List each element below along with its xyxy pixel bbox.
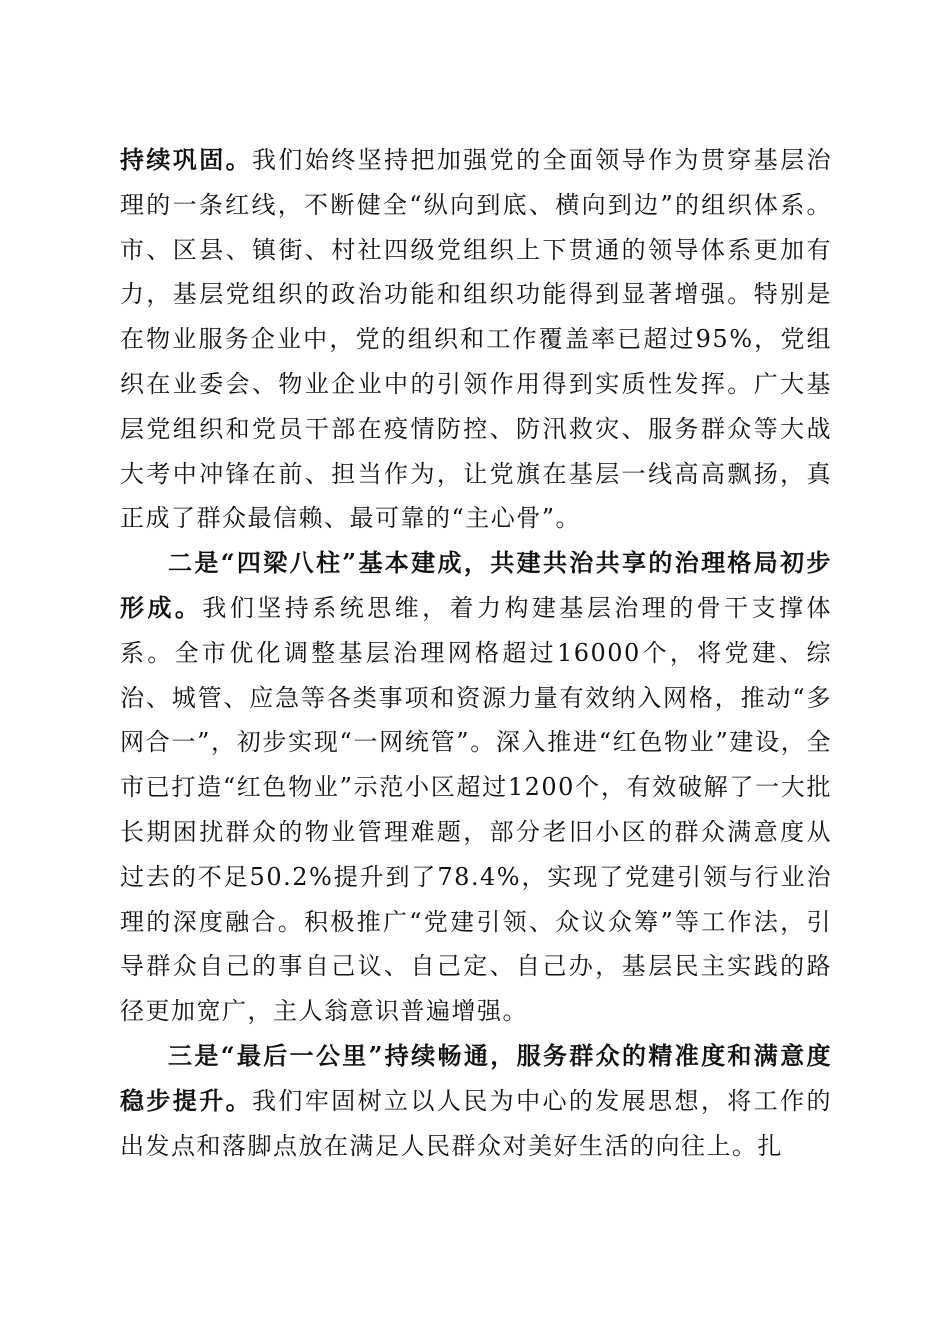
document-body: [120, 138, 832, 1168]
paragraph-2-body: 我们坚持系统思维，着力构建基层治理的骨干支撑体系。全市优化调整基层治理网格超过16000个，将党建、综治、城管、应急等各类事项和资源力量有效纳入网格，推动“多网合一”，初步实现“一网统管”。深入推进“红色物业”建设，全市已打造“红色物业”示范小区超过1200个，有效破解了一大批长期困扰群众的物业管理难题，部分老旧小区的群众满意度从过去的不足50.2%提升到了78.4%，实现了党建引领与行业治理的深度融合。积极推广“党建引领、众议众筹”等工作法，引导群众自己的事自己议、自己定、自己办，基层民主实践的路径更加宽广，主人翁意识普遍增强。: [120, 593, 833, 1026]
paragraph-3: [120, 1034, 832, 1168]
paragraph-3-lead: 三是“最后一公里”持续畅通，服务群众的精准度和满意度稳步提升。: [120, 1040, 832, 1115]
paragraph-1: [120, 138, 832, 541]
paragraph-1-lead: 持续巩固。: [120, 145, 253, 174]
paragraph-2-lead: 二是“四梁八柱”基本建成，共建共治共享的治理格局初步形成。: [120, 548, 832, 622]
paragraph-2: [120, 541, 832, 1034]
paragraph-1-body: 我们始终坚持把加强党的全面领导作为贯穿基层治理的一条红线，不断健全“纵向到底、横向到边”的组织体系。市、区县、镇街、村社四级党组织上下贯通的领导体系更加有力，基层党组织的政治功能和组织功能得到显著增强。特别是在物业服务企业中，党的组织和工作覆盖率已超过95%，党组织在业委会、物业企业中的引领作用得到实质性发挥。广大基层党组织和党员干部在疫情防控、防汛救灾、服务群众等大战大考中冲锋在前、担当作为，让党旗在基层一线高高飘扬，真正成了群众最信赖、最可靠的“主心骨”。: [120, 146, 833, 533]
paragraph-3-body: 我们牢固树立以人民为中心的发展思想，将工作的出发点和落脚点放在满足人民群众对美好生活的向往上。扎: [120, 1086, 833, 1160]
